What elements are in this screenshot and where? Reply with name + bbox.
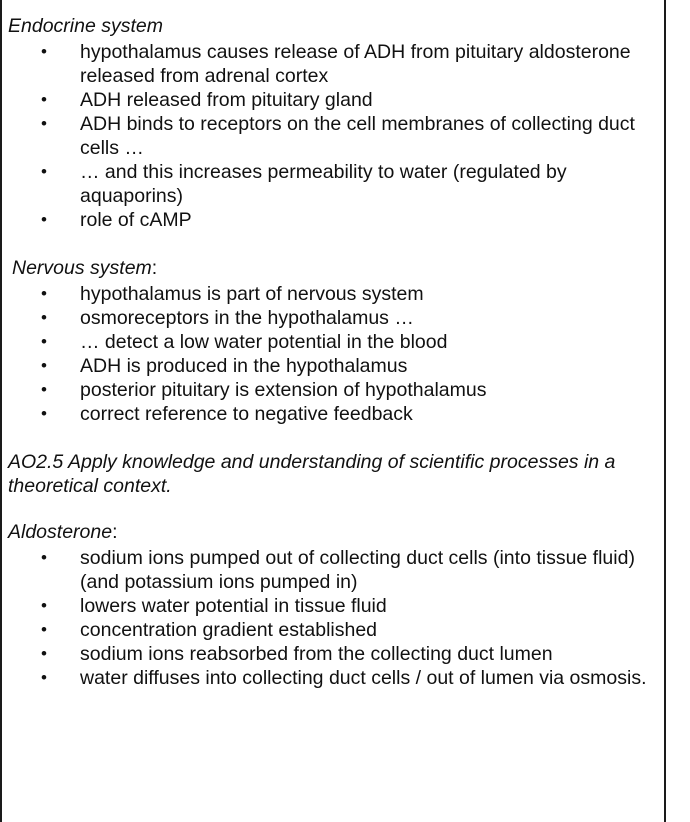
list-item: • … detect a low water potential in the blood: [41, 331, 448, 353]
frame-right-border: [664, 0, 666, 822]
list-item: • sodium ions reabsorbed from the collecting duct lumen: [41, 643, 553, 665]
bullet-icon: •: [41, 620, 47, 639]
assessment-objective: AO2.5 Apply knowledge and understanding of scientific processes in a theoretical context.: [8, 451, 616, 497]
endocrine-heading: Endocrine system: [8, 15, 163, 37]
bullet-icon: •: [41, 404, 47, 423]
list-item: • correct reference to negative feedback: [41, 403, 413, 425]
list-item: • osmoreceptors in the hypothalamus …: [41, 307, 414, 329]
bullet-icon: •: [41, 668, 47, 687]
list-item: • role of cAMP: [41, 209, 192, 231]
list-item: • hypothalamus causes release of ADH from pituitary aldosterone released from adrenal cortex: [41, 41, 631, 87]
list-item: • posterior pituitary is extension of hypothalamus: [41, 379, 487, 401]
list-item: • lowers water potential in tissue fluid: [41, 595, 387, 617]
list-item: • ADH released from pituitary gland: [41, 89, 373, 111]
bullet-icon: •: [41, 114, 47, 133]
endocrine-list: [8, 40, 658, 232]
nervous-list: [8, 282, 658, 426]
mark-scheme-content: [8, 14, 658, 690]
nervous-heading: Nervous system:: [12, 257, 158, 279]
bullet-icon: •: [41, 548, 47, 567]
list-item: • ADH binds to receptors on the cell membranes of collecting duct cells …: [41, 113, 635, 159]
list-item: • concentration gradient established: [41, 619, 378, 641]
aldosterone-list: [8, 546, 658, 690]
aldosterone-heading: Aldosterone:: [8, 521, 118, 543]
list-item: • sodium ions pumped out of collecting duct cells (into tissue fluid) (and potassium ions pumped in): [41, 547, 635, 593]
list-item: • … and this increases permeability to water (regulated by aquaporins): [41, 161, 567, 207]
frame-left-border: [0, 0, 2, 822]
list-item: • hypothalamus is part of nervous system: [41, 283, 424, 305]
bullet-icon: •: [41, 284, 47, 303]
bullet-icon: •: [41, 210, 47, 229]
bullet-icon: •: [41, 644, 47, 663]
bullet-icon: •: [41, 596, 47, 615]
bullet-icon: •: [41, 90, 47, 109]
bullet-icon: •: [41, 380, 47, 399]
list-item: • water diffuses into collecting duct cells / out of lumen via osmosis.: [41, 667, 647, 689]
bullet-icon: •: [41, 308, 47, 327]
bullet-icon: •: [41, 42, 47, 61]
bullet-icon: •: [41, 356, 47, 375]
bullet-icon: •: [41, 332, 47, 351]
bullet-icon: •: [41, 162, 47, 181]
list-item: • ADH is produced in the hypothalamus: [41, 355, 408, 377]
